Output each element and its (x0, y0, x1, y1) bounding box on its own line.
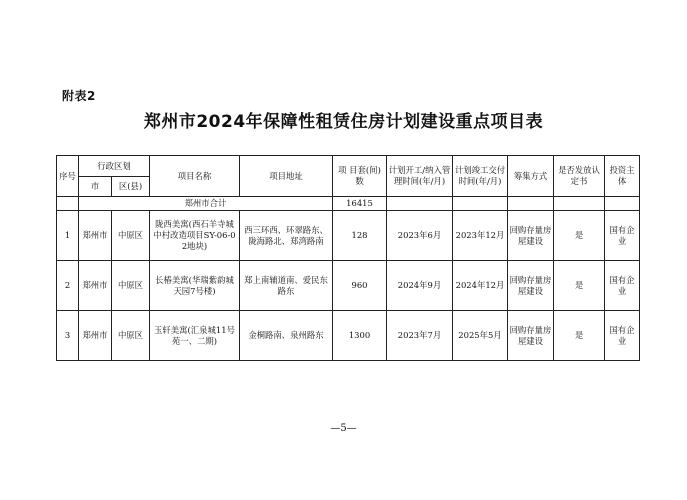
header-project-name: 项目名称 (150, 156, 240, 197)
header-seq: 序号 (57, 156, 79, 197)
header-city: 市 (79, 177, 112, 197)
table-row (57, 311, 640, 361)
row-district: 中原区 (112, 261, 150, 311)
page-number: —5— (330, 423, 357, 434)
row-project-name: 玉轩美寓(汇泉城11号苑一、二期) (150, 311, 240, 361)
total-units: 16415 (333, 197, 387, 211)
row-completion-time: 2025年5月 (453, 311, 508, 361)
row-method: 回购存量房屋建设 (508, 211, 554, 261)
row-seq: 1 (57, 211, 79, 261)
row-investor: 国有企业 (605, 211, 640, 261)
header-completion-time: 计划竣工交付时间(年/月) (453, 156, 508, 197)
row-start-time: 2023年7月 (387, 311, 453, 361)
row-project-name: 陇西美寓(西石羊寺城中村改造项目SY-06-02地块) (150, 211, 240, 261)
header-method: 筹集方式 (508, 156, 554, 197)
row-seq: 2 (57, 261, 79, 311)
row-method: 回购存量房屋建设 (508, 261, 554, 311)
attachment-label: 附表2 (62, 89, 96, 103)
row-start-time: 2023年6月 (387, 211, 453, 261)
row-project-address: 郑上南辅道南、爱民东路东 (240, 261, 333, 311)
row-certificate: 是 (554, 261, 605, 311)
header-project-address: 项目地址 (240, 156, 333, 197)
header-certificate: 是否发放认定书 (554, 156, 605, 197)
row-district: 中原区 (112, 211, 150, 261)
header-investor: 投资主体 (605, 156, 640, 197)
row-district: 中原区 (112, 311, 150, 361)
total-label: 郑州市合计 (79, 197, 333, 211)
row-units: 960 (333, 261, 387, 311)
table-row (57, 211, 640, 261)
header-row-1 (57, 156, 640, 177)
row-certificate: 是 (554, 211, 605, 261)
row-certificate: 是 (554, 311, 605, 361)
row-units: 1300 (333, 311, 387, 361)
row-seq: 3 (57, 311, 79, 361)
header-start-time: 计划开工/纳入管理时间(年/月) (387, 156, 453, 197)
header-units: 项 目套(间)数 (333, 156, 387, 197)
row-start-time: 2024年9月 (387, 261, 453, 311)
row-city: 郑州市 (79, 211, 112, 261)
header-admin-region: 行政区划 (79, 156, 150, 177)
total-row (57, 197, 640, 211)
row-project-name: 长椿美寓(华瑞紫韵城天园7号楼) (150, 261, 240, 311)
row-city: 郑州市 (79, 311, 112, 361)
row-units: 128 (333, 211, 387, 261)
row-project-address: 金桐路南、泉州路东 (240, 311, 333, 361)
row-project-address: 西三环西、环翠路东、陇海路北、郑湾路南 (240, 211, 333, 261)
row-city: 郑州市 (79, 261, 112, 311)
header-district: 区(县) (112, 177, 150, 197)
row-completion-time: 2023年12月 (453, 211, 508, 261)
page-title: 郑州市2024年保障性租赁住房计划建设重点项目表 (143, 112, 544, 132)
row-investor: 国有企业 (605, 261, 640, 311)
row-method: 回购存量房屋建设 (508, 311, 554, 361)
row-completion-time: 2024年12月 (453, 261, 508, 311)
project-table (56, 155, 640, 361)
row-investor: 国有企业 (605, 311, 640, 361)
table-row (57, 261, 640, 311)
